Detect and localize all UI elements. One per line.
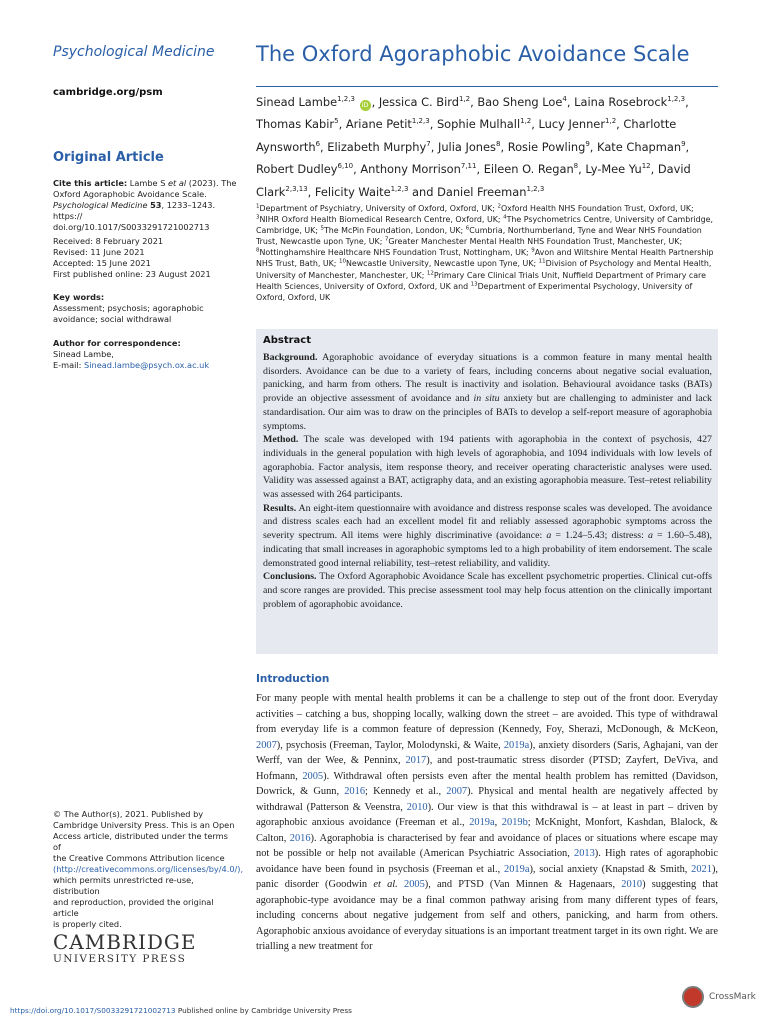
cite-doi[interactable]: doi.org/10.1017/S0033291721002713 bbox=[53, 222, 210, 232]
affiliation-text: Cumbria, Northumberland, Tyne and Wear NHS Foundation Trust, Newcastle upon Tyne, UK; bbox=[256, 226, 702, 247]
author-name[interactable]: Felicity Waite bbox=[314, 184, 391, 199]
intro-span: , bbox=[494, 817, 502, 828]
conclusions-text: The Oxford Agoraphobic Avoidance Scale has excellent psychometric properties. Clinical cut-offs and score ranges are provided. This precise assessment tool may help focus attention on the clinically important problem of agoraphobic avoidance. bbox=[263, 571, 712, 610]
affiliation-number: 11 bbox=[538, 258, 546, 265]
cite-label: Cite this article: bbox=[53, 178, 128, 188]
author-name[interactable]: Sinead Lambe bbox=[256, 95, 338, 109]
affiliation-text: The McPin Foundation, London, UK; bbox=[323, 226, 466, 236]
affiliations bbox=[256, 203, 718, 303]
affiliation-number: 6 bbox=[465, 225, 470, 232]
cite-journal: Psychological Medicine bbox=[53, 200, 148, 210]
intro-span: ), and post-traumatic stress disorder (PTSD; Zayfert, DeViva, and Hofmann, bbox=[256, 755, 718, 782]
intro-reference-link[interactable]: 2005 bbox=[302, 770, 324, 782]
journal-name: Psychological Medicine bbox=[53, 44, 215, 60]
affiliation-number: 8 bbox=[256, 247, 260, 254]
author-name[interactable]: Ariane Petit bbox=[345, 117, 412, 132]
intro-span: ). Physical and mental health are negatively affected by withdrawal (Patterson & Veenstra, bbox=[256, 786, 718, 813]
author-name[interactable]: Sophie Mulhall bbox=[436, 117, 521, 132]
author-name[interactable]: Julia Jones bbox=[437, 139, 496, 154]
author-affiliation-marker: 1,2,3 bbox=[390, 184, 409, 193]
crossmark-label: CrossMark bbox=[709, 992, 756, 1002]
results-text-b: = 1.24–5.43; distress: bbox=[551, 530, 648, 542]
publisher-logo-line-1: CAMBRIDGE bbox=[53, 930, 197, 954]
introduction-heading: Introduction bbox=[256, 673, 330, 685]
results-label: Results. bbox=[263, 502, 297, 514]
author-name[interactable]: Laina Rosebrock bbox=[574, 95, 668, 109]
author-name[interactable]: Kate Chapman bbox=[597, 139, 682, 154]
intro-reference-link[interactable]: 2013 bbox=[574, 848, 595, 859]
license-line-1: © The Author(s), 2021. Published by bbox=[53, 809, 204, 819]
date-published: First published online: 23 August 2021 bbox=[53, 269, 211, 279]
author-list: Sinead Lambe$^{1,2,3}$ iD , Jessica C. Bird$^{1,2}$, Bao Sheng Loe$^4$, Laina Rosebrock$^{1,2,3}$, Thomas Kabir$^5$, Ariane Petit$^{1,2,3}$, Sophie Mulhall$^{1,2}$, Lucy Jenner$^{1,2}$, Charlotte Aynsworth$^6$, Elizabeth Murphy$^7$, Julia Jones$^8$, Rosie Powling$^9$, Kate Chapman$^9$, Robert Dudley$^{6,10}$, Anthony Morrison$^{7,11}$, Eileen O. Regan$^8$, Ly-Mee Yu$^{12}$, David Clark$^{2,3,13}$, Felicity Waite$^{1,2,3}$ and Daniel Freeman$^{1,2,3}$ bbox=[256, 95, 691, 199]
intro-reference-link[interactable]: 2021 bbox=[691, 863, 712, 875]
abstract-results bbox=[263, 502, 712, 571]
author-name[interactable]: Elizabeth Murphy bbox=[327, 139, 427, 154]
license-block bbox=[53, 809, 244, 930]
publisher-logo bbox=[53, 930, 197, 966]
affiliation-number: 5 bbox=[320, 225, 324, 232]
affiliation-text: Oxford Health NHS Foundation Trust, Oxford, UK; bbox=[500, 204, 694, 213]
author-name[interactable]: Charlotte Aynsworth bbox=[256, 117, 677, 154]
dates-block bbox=[53, 236, 238, 280]
method-text: The scale was developed with 194 patients with agoraphobia in the context of psychosis, 427 individuals in the general population with high levels of agoraphobia, and 1094 individuals with low levels of agoraphobia. Factor analysis, item response theory, and receiver operating characteristic analyses were used. Validity was assessed against a BAT, actigraphy data, and an existing agoraphobia measure. Test–retest reliability was assessed with 264 participants. bbox=[263, 434, 712, 501]
affiliation-number: 12 bbox=[426, 269, 434, 276]
author-affiliation-marker: 5 bbox=[334, 117, 339, 126]
affiliation-text: Avon and Wiltshire Mental Health Partnership NHS Trust, Bath, UK; bbox=[256, 248, 714, 269]
method-label: Method. bbox=[263, 434, 299, 446]
affiliation-number: 2 bbox=[497, 203, 501, 210]
results-symbol-b: a bbox=[647, 530, 653, 542]
abstract-background bbox=[263, 351, 712, 433]
background-label: Background. bbox=[263, 352, 318, 363]
footer-doi-link[interactable]: https://doi.org/10.1017/S0033291721002713 bbox=[10, 1006, 176, 1015]
license-line-2: Cambridge University Press. This is an Open bbox=[53, 820, 235, 830]
affiliation-text: Newcastle University, Newcastle upon Tyne, UK; bbox=[345, 259, 539, 269]
author-name[interactable]: Daniel Freeman bbox=[437, 184, 527, 199]
affiliation-text: Primary Care Clinical Trials Unit, Nuffield Department of Primary care Health Sciences, University of Oxford, Oxford, UK and bbox=[256, 270, 706, 291]
author-affiliation-marker: 9 bbox=[585, 140, 590, 149]
intro-reference-link[interactable]: 2010 bbox=[621, 879, 643, 890]
author-name[interactable]: Anthony Morrison bbox=[360, 162, 461, 177]
conclusions-label: Conclusions. bbox=[263, 571, 317, 583]
author-affiliation-marker: 9 bbox=[681, 140, 686, 149]
author-name[interactable]: Bao Sheng Loe bbox=[477, 95, 563, 109]
intro-span: ; McKnight, Monfort, Kashdan, Blalock, & Calton, bbox=[256, 817, 719, 844]
intro-span: ), panic disorder (Goodwin bbox=[256, 863, 718, 890]
author-affiliation-marker: 1,2,3 bbox=[411, 117, 430, 126]
affiliation-number: 4 bbox=[503, 214, 507, 221]
author-name[interactable]: Rosie Powling bbox=[507, 139, 586, 154]
author-affiliation-marker: 1,2,3 bbox=[337, 95, 355, 104]
affiliation-text: Nottinghamshire Healthcare NHS Foundation Trust, Nottingham, UK; bbox=[259, 248, 532, 258]
intro-reference-link[interactable]: 2007 bbox=[446, 786, 468, 797]
intro-reference-link[interactable]: 2019a bbox=[504, 863, 530, 875]
affiliation-text: Department of Experimental Psychology, University of Oxford, Oxford, UK bbox=[256, 281, 693, 302]
affiliation-text: Greater Manchester Mental Health NHS Foundation Trust, Manchester, UK; bbox=[388, 237, 683, 247]
keywords-label: Key words: bbox=[53, 292, 105, 302]
cite-etal: et al bbox=[168, 178, 187, 188]
cite-pages: , 1233–1243. https:// bbox=[53, 200, 216, 221]
author-affiliation-marker: 8 bbox=[573, 162, 579, 171]
affiliation-text: Department of Psychiatry, University of Oxford, Oxford, UK; bbox=[259, 204, 498, 213]
date-accepted: Accepted: 15 June 2021 bbox=[53, 258, 151, 268]
author-affiliation-marker: 6 bbox=[315, 140, 321, 149]
keywords-line-2: avoidance; social withdrawal bbox=[53, 314, 172, 324]
author-affiliation-marker: 12 bbox=[641, 162, 651, 171]
intro-reference-link[interactable]: 2016 bbox=[289, 832, 311, 844]
affiliation-number: 3 bbox=[256, 214, 260, 221]
author-affiliation-marker: 1,2 bbox=[520, 117, 532, 126]
intro-reference-link[interactable]: 2019a bbox=[503, 739, 530, 751]
intro-span: For many people with mental health problems it can be a challenge to step out of the front door. Everyday activities – catching a bus, shopping locally, walking down the street – are avoided. This type of withdrawal from everyday life is a common feature of depression (Kennedy, Foy, Sherazi, McDonough, & McKeon, bbox=[256, 693, 718, 735]
author-name[interactable]: Thomas Kabir bbox=[256, 117, 335, 132]
intro-reference-link[interactable]: 2010 bbox=[406, 801, 428, 813]
author-affiliation-marker: 1,2 bbox=[458, 95, 471, 104]
author-affiliation-marker: 7 bbox=[426, 140, 431, 149]
intro-span: ). Withdrawal often persists even after the mental health problem has remitted (Davidson, Dowrick, & Gunn, bbox=[256, 770, 718, 797]
author-affiliation-marker: 6,10 bbox=[337, 162, 354, 171]
results-text-c: = 1.60–5.48), indicating that small increases in agoraphobic symptoms led to a high probability of item endorsement. The scale demonstrated good internal reliability, test–retest reliability, and validity. bbox=[263, 530, 712, 569]
affiliation-number: 9 bbox=[531, 247, 535, 254]
intro-span: ), and PTSD (Van Minnen & Hagenaars, bbox=[424, 879, 622, 890]
author-affiliation-marker: 1,2,3 bbox=[667, 95, 686, 104]
email-link[interactable]: Sinead.lambe@psych.ox.ac.uk bbox=[84, 360, 210, 370]
intro-reference-link[interactable]: 2019b bbox=[501, 817, 528, 828]
intro-reference-link[interactable]: 2005 bbox=[404, 879, 425, 890]
intro-reference-link[interactable]: 2016 bbox=[344, 786, 366, 797]
correspondence-block bbox=[53, 338, 238, 371]
affiliation-number: 1 bbox=[256, 203, 260, 210]
cite-authors: Lambe S bbox=[129, 178, 166, 188]
abstract-text bbox=[263, 351, 712, 611]
author-affiliation-marker: 4 bbox=[562, 95, 567, 104]
correspondence-label: Author for correspondence: bbox=[53, 338, 181, 348]
author-name[interactable]: Eileen O. Regan bbox=[483, 162, 574, 177]
citation-block bbox=[53, 178, 238, 233]
license-line-3: Access article, distributed under the terms of bbox=[53, 831, 228, 852]
abstract-heading: Abstract bbox=[263, 335, 312, 346]
crossmark-icon bbox=[682, 986, 704, 1008]
background-italic: in situ bbox=[473, 393, 500, 405]
intro-span: ; Kennedy et al., bbox=[365, 786, 447, 797]
author-name[interactable]: David Clark bbox=[256, 162, 691, 199]
intro-italic: et al. bbox=[373, 879, 398, 890]
keywords-block bbox=[53, 292, 238, 325]
article-title: The Oxford Agoraphobic Avoidance Scale bbox=[256, 42, 690, 66]
background-text-b: anxiety but are challenging to administer and lack standardisation. Our aim was to draw on the principles of BATs to develop a self-report measure of agoraphobia symptoms. bbox=[263, 393, 712, 432]
intro-reference-link[interactable]: 2017 bbox=[405, 755, 427, 766]
publisher-logo-line-2: UNIVERSITY PRESS bbox=[53, 953, 187, 965]
affiliation-text: The Psychometrics Centre, University of Cambridge, Cambridge, UK; bbox=[256, 215, 714, 236]
authors-and: and bbox=[408, 184, 438, 199]
intro-span: ). Agoraphobia is characterised by fear and avoidance of places or situations where escape may not be possible or help not available (American Psychiatric Association, bbox=[256, 832, 719, 859]
author-name[interactable]: Jessica C. Bird bbox=[378, 95, 459, 109]
cite-volume: 53 bbox=[150, 200, 162, 210]
date-revised: Revised: 11 June 2021 bbox=[53, 247, 145, 257]
license-line-7: and reproduction, provided the original article bbox=[53, 897, 214, 918]
orcid-icon[interactable]: iD bbox=[360, 100, 371, 111]
intro-span: ), anxiety disorders (Saris, Aghajani, van der Werff, van der Wee, & Penninx, bbox=[256, 739, 718, 766]
author-affiliation-marker: 2,3,13 bbox=[285, 184, 308, 193]
license-url[interactable]: (http://creativecommons.org/licenses/by/4.0/), bbox=[53, 864, 244, 874]
results-symbol-a: a bbox=[546, 530, 552, 542]
author-affiliation-marker: 1,2,3 bbox=[526, 184, 545, 193]
results-text-a: An eight-item questionnaire with avoidance and distress response scales was developed. The avoidance and distress scales each had an excellent model fit and reliably assessed agoraphobic symptoms across the severity spectrum. All items were highly discriminative (avoidance: bbox=[263, 502, 712, 542]
author-affiliation-marker: 8 bbox=[495, 140, 501, 149]
affiliation-number: 10 bbox=[338, 258, 346, 265]
author-name[interactable]: Robert Dudley bbox=[256, 162, 338, 177]
intro-span: ). Our view is that this withdrawal is – at least in part – driven by agoraphobic anxious avoidance (Freeman et al., bbox=[256, 801, 718, 828]
license-line-6: which permits unrestricted re-use, distribution bbox=[53, 875, 194, 896]
email-label: E-mail: bbox=[53, 360, 82, 370]
affiliation-text: NIHR Oxford Health Biomedical Research Centre, Oxford, UK; bbox=[259, 215, 504, 225]
abstract-method bbox=[263, 433, 712, 502]
footer-published: Published online by Cambridge University Press bbox=[175, 1006, 352, 1015]
keywords-line-1: Assessment; psychosis; agoraphobic bbox=[53, 303, 204, 313]
title-divider bbox=[256, 86, 718, 87]
author-name[interactable]: Ly-Mee Yu bbox=[585, 162, 642, 177]
intro-span: ), social anxiety (Knapstad & Smith, bbox=[529, 863, 692, 875]
intro-reference-link[interactable]: 2007 bbox=[256, 739, 277, 751]
article-type: Original Article bbox=[53, 150, 164, 165]
affiliation-number: 13 bbox=[470, 281, 478, 288]
correspondence-name: Sinead Lambe, bbox=[53, 349, 114, 359]
author-affiliation-marker: 1,2 bbox=[605, 117, 617, 126]
intro-span: ). High rates of agoraphobic avoidance have been found in psychosis (Freeman et al., bbox=[256, 848, 719, 875]
introduction-text bbox=[256, 691, 718, 955]
intro-span: ) suggesting that agoraphobic-type avoidance may be a final common pathway arising from many different types of fears, including concerns about negative judgement from self and others, panicking, and harm from others. Agoraphobic anxious avoidance of everyday situations is an important treatment target in its own right. We are trialling a new treatment for bbox=[256, 879, 718, 952]
date-received: Received: 8 February 2021 bbox=[53, 236, 164, 246]
cite-title: (2023). The Oxford Agoraphobic Avoidance Scale. bbox=[53, 178, 237, 199]
intro-reference-link[interactable]: 2019a bbox=[469, 817, 495, 828]
author-name[interactable]: Lucy Jenner bbox=[538, 117, 606, 132]
abstract-conclusions bbox=[263, 570, 712, 611]
affiliation-number: 7 bbox=[384, 236, 389, 243]
license-line-4: the Creative Commons Attribution licence bbox=[53, 853, 225, 863]
site-url[interactable]: cambridge.org/psm bbox=[53, 87, 163, 98]
intro-span: ), psychosis (Freeman, Taylor, Molodynski, & Waite, bbox=[276, 739, 504, 751]
affiliation-text: Division of Psychology and Mental Health, University of Manchester, Manchester, UK; bbox=[256, 259, 712, 280]
footer bbox=[10, 1006, 352, 1015]
license-line-8: is properly cited. bbox=[53, 919, 122, 929]
background-text-a: Agoraphobic avoidance of everyday situations is a common feature in many mental health disorders. Avoidance can be due to a variety of fears, including concerns about negative social evaluation, panicking, and harm from others. The result is inactivity and isolation. Behavioural avoidance tasks (BATs) provide an objective assessment of avoidance and bbox=[263, 352, 712, 405]
author-affiliation-marker: 7,11 bbox=[460, 162, 477, 171]
